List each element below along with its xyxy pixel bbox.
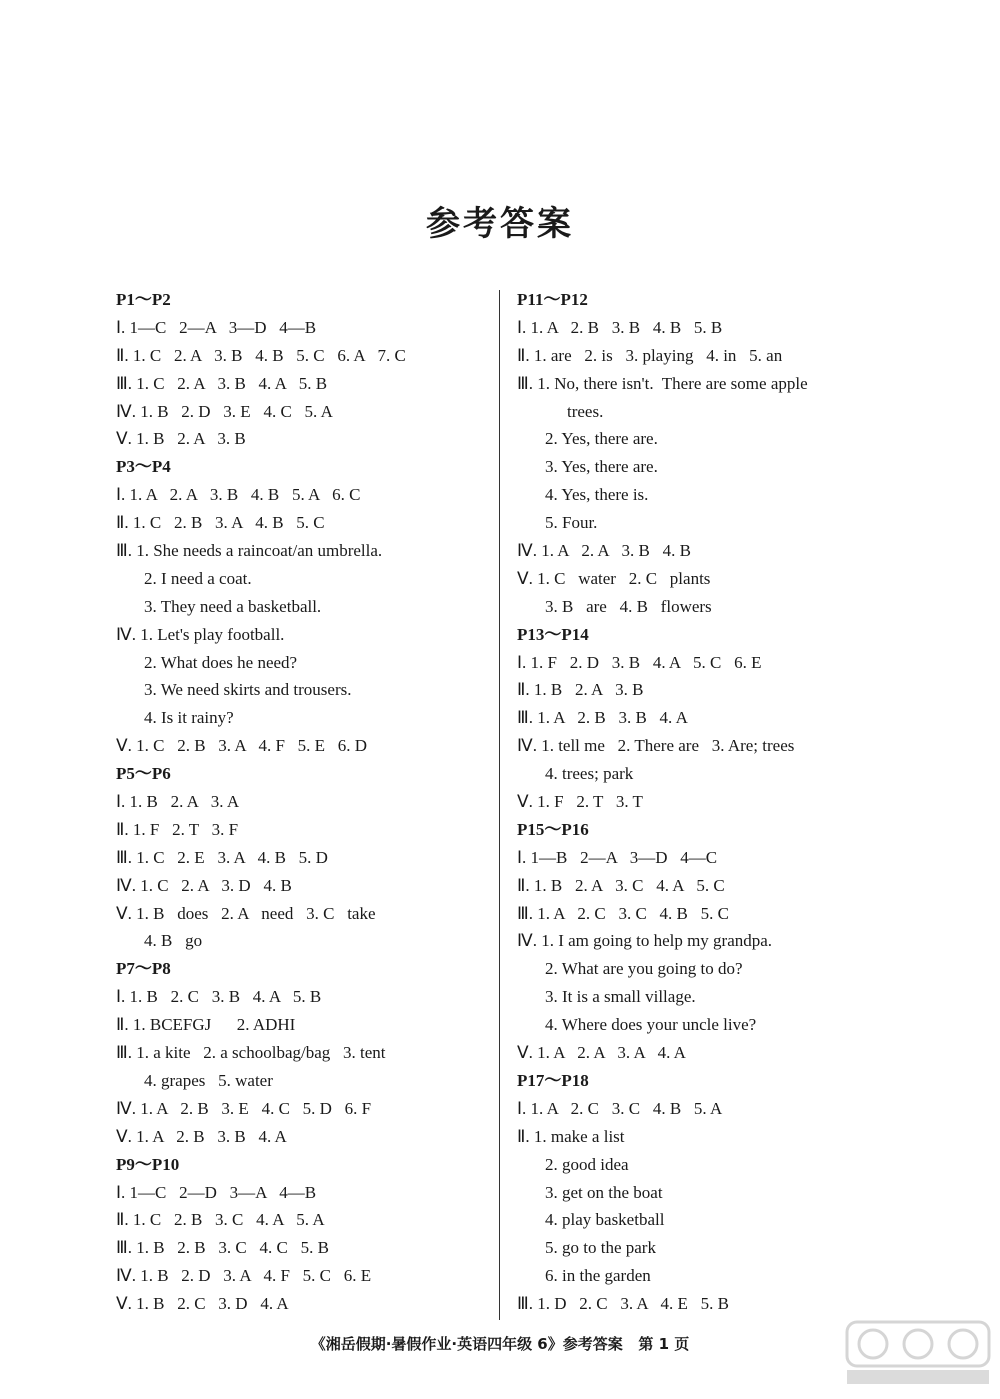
answer-line: Ⅰ. 1. A 2. C 3. C 4. B 5. A xyxy=(517,1098,723,1118)
answer-line: Ⅲ. 1. B 2. B 3. C 4. C 5. B xyxy=(116,1238,329,1258)
answer-line: 5. go to the park xyxy=(545,1238,656,1258)
answer-line: Ⅰ. 1. A 2. B 3. B 4. B 5. B xyxy=(517,317,723,337)
answer-line: Ⅳ. 1. tell me 2. There are 3. Are; trees xyxy=(517,736,795,756)
answer-line: Ⅱ. 1. B 2. A 3. C 4. A 5. C xyxy=(517,875,725,895)
answer-column-left xyxy=(116,286,496,1318)
answer-line: Ⅲ. 1. C 2. E 3. A 4. B 5. D xyxy=(116,847,328,867)
section-heading: P5～P6 xyxy=(116,764,171,784)
answer-line: Ⅲ. 1. C 2. A 3. B 4. A 5. B xyxy=(116,373,328,393)
answer-line: Ⅴ. 1. B 2. C 3. D 4. A xyxy=(116,1294,289,1314)
answer-line: Ⅲ. 1. a kite 2. a schoolbag/bag 3. tent xyxy=(116,1043,386,1063)
answer-line: 3. get on the boat xyxy=(545,1182,663,1202)
answer-line: trees. xyxy=(567,401,604,421)
answer-column-right xyxy=(517,286,897,1318)
section-heading: P17～P18 xyxy=(517,1070,589,1090)
answer-line: 5. Four. xyxy=(545,513,598,533)
answer-line: 4. Yes, there is. xyxy=(545,485,649,505)
answer-line: Ⅲ. 1. A 2. B 3. B 4. A xyxy=(517,708,688,728)
section-heading: P7～P8 xyxy=(116,959,171,979)
answer-line: Ⅰ. 1. F 2. D 3. B 4. A 5. C 6. E xyxy=(517,652,762,672)
answer-line: Ⅴ. 1. A 2. B 3. B 4. A xyxy=(116,1126,287,1146)
answer-line: 4. play basketball xyxy=(545,1210,665,1230)
answer-line: 3. Yes, there are. xyxy=(545,457,658,477)
answer-line: Ⅰ. 1—B 2—A 3—D 4—C xyxy=(517,847,718,867)
answer-line: Ⅰ. 1. B 2. A 3. A xyxy=(116,792,240,812)
answer-line: 2. What does he need? xyxy=(144,652,298,672)
answer-line: 4. Where does your uncle live? xyxy=(545,1015,757,1035)
answer-line: Ⅴ. 1. B does 2. A need 3. C take xyxy=(116,903,376,923)
answer-line: Ⅴ. 1. B 2. A 3. B xyxy=(116,429,246,449)
answer-line: 2. What are you going to do? xyxy=(545,959,743,979)
answer-line: 3. B are 4. B flowers xyxy=(545,596,712,616)
answer-line: Ⅳ. 1. A 2. B 3. E 4. C 5. D 6. F xyxy=(116,1098,372,1118)
answer-line: Ⅱ. 1. C 2. B 3. C 4. A 5. A xyxy=(116,1210,325,1230)
answer-line: 3. We need skirts and trousers. xyxy=(144,680,352,700)
answer-line: 4. Is it rainy? xyxy=(144,708,234,728)
answer-line: Ⅳ. 1. Let's play football. xyxy=(116,624,285,644)
answer-line: Ⅲ. 1. No, there isn't. There are some apple xyxy=(517,373,808,393)
watermark-logo xyxy=(843,1318,993,1388)
answer-line: 4. B go xyxy=(144,931,203,951)
answer-line: Ⅱ. 1. BCEFGJ 2. ADHI xyxy=(116,1015,296,1035)
answer-line: Ⅴ. 1. C water 2. C plants xyxy=(517,568,711,588)
column-divider xyxy=(499,290,500,1320)
answer-line: Ⅳ. 1. B 2. D 3. A 4. F 5. C 6. E xyxy=(116,1266,372,1286)
answer-line: Ⅲ. 1. She needs a raincoat/an umbrella. xyxy=(116,541,383,561)
page-title: 参考答案 xyxy=(426,204,574,244)
answer-line: Ⅲ. 1. A 2. C 3. C 4. B 5. C xyxy=(517,903,729,923)
answer-line: Ⅴ. 1. C 2. B 3. A 4. F 5. E 6. D xyxy=(116,736,368,756)
answer-line: Ⅱ. 1. C 2. A 3. B 4. B 5. C 6. A 7. C xyxy=(116,345,406,365)
answer-line: Ⅱ. 1. F 2. T 3. F xyxy=(116,819,239,839)
section-heading: P1～P2 xyxy=(116,290,171,309)
answer-line: Ⅱ. 1. are 2. is 3. playing 4. in 5. an xyxy=(517,345,783,365)
answer-line: Ⅰ. 1. B 2. C 3. B 4. A 5. B xyxy=(116,987,322,1007)
answer-line: Ⅲ. 1. D 2. C 3. A 4. E 5. B xyxy=(517,1294,729,1314)
answer-line: 2. I need a coat. xyxy=(144,568,252,588)
answer-line: Ⅳ. 1. B 2. D 3. E 4. C 5. A xyxy=(116,401,333,421)
answer-line: Ⅴ. 1. F 2. T 3. T xyxy=(517,792,643,812)
answer-line: Ⅳ. 1. A 2. A 3. B 4. B xyxy=(517,541,691,561)
answer-line: 3. They need a basketball. xyxy=(144,596,322,616)
answer-line: Ⅰ. 1. A 2. A 3. B 4. B 5. A 6. C xyxy=(116,485,361,505)
section-heading: P13～P14 xyxy=(517,624,589,644)
answer-line: Ⅱ. 1. make a list xyxy=(517,1126,625,1146)
answer-line: Ⅳ. 1. I am going to help my grandpa. xyxy=(517,931,773,951)
answer-line: Ⅰ. 1—C 2—A 3—D 4—B xyxy=(116,317,317,337)
answer-line: Ⅱ. 1. B 2. A 3. B xyxy=(517,680,644,700)
answer-line: 6. in the garden xyxy=(545,1266,651,1286)
answer-line: 4. grapes 5. water xyxy=(144,1070,273,1090)
page-footer: 《湘岳假期·暑假作业·英语四年级 6》参考答案 第 1 页 xyxy=(310,1335,690,1353)
section-heading: P9～P10 xyxy=(116,1154,180,1174)
section-heading: P11～P12 xyxy=(517,290,588,309)
answer-line: 4. trees; park xyxy=(545,764,634,784)
answer-line: 3. It is a small village. xyxy=(545,987,696,1007)
answer-line: Ⅱ. 1. C 2. B 3. A 4. B 5. C xyxy=(116,513,325,533)
answer-line: Ⅰ. 1—C 2—D 3—A 4—B xyxy=(116,1182,317,1202)
section-heading: P3～P4 xyxy=(116,457,171,477)
answer-line: Ⅴ. 1. A 2. A 3. A 4. A xyxy=(517,1043,686,1063)
section-heading: P15～P16 xyxy=(517,819,589,839)
answer-line: 2. Yes, there are. xyxy=(545,429,658,449)
answer-line: 2. good idea xyxy=(545,1154,629,1174)
answer-line: Ⅳ. 1. C 2. A 3. D 4. B xyxy=(116,875,292,895)
